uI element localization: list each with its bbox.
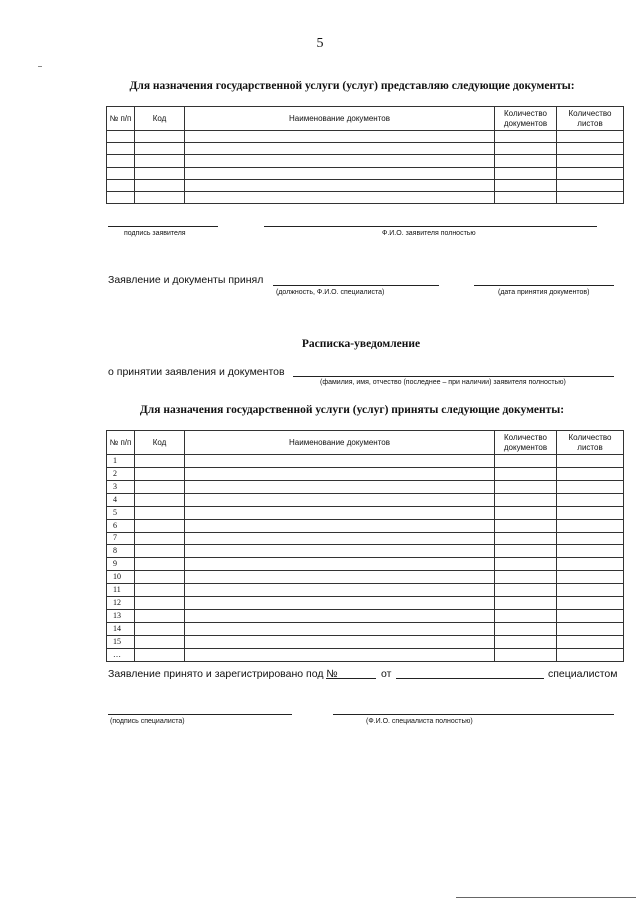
table-cell xyxy=(495,191,557,203)
specialist-signature-caption: (подпись специалиста) xyxy=(110,718,185,725)
row-number: 5 xyxy=(107,506,135,519)
table-cell xyxy=(495,519,557,532)
accepted-position-caption: (должность, Ф.И.О. специалиста) xyxy=(276,289,385,296)
receipt-name-caption: (фамилия, имя, отчество (последнее – при наличии) заявителя полностью) xyxy=(320,379,566,386)
row-number: 15 xyxy=(107,635,135,648)
table-cell xyxy=(557,610,624,623)
column-header-name: Наименование документов xyxy=(185,431,495,455)
table-cell xyxy=(185,597,495,610)
row-number: 1 xyxy=(107,455,135,468)
row-number: 8 xyxy=(107,545,135,558)
table-cell xyxy=(495,480,557,493)
registration-date-line xyxy=(396,678,544,679)
page-number: 5 xyxy=(316,36,324,51)
applicant-fio-caption: Ф.И.О. заявителя полностью xyxy=(382,230,476,237)
column-header-number: № п/п xyxy=(107,431,135,455)
table-row xyxy=(107,597,624,610)
table-row xyxy=(107,480,624,493)
table-cell xyxy=(135,635,185,648)
table-cell xyxy=(135,622,185,635)
table-cell xyxy=(557,179,624,191)
table-row xyxy=(107,622,624,635)
table-cell xyxy=(495,493,557,506)
table-cell xyxy=(557,571,624,584)
table-cell xyxy=(135,179,185,191)
table-cell xyxy=(185,558,495,571)
table-cell xyxy=(107,155,135,167)
row-number: … xyxy=(107,648,135,661)
table-cell xyxy=(185,622,495,635)
table-cell xyxy=(135,167,185,179)
table-cell xyxy=(495,167,557,179)
table-cell xyxy=(495,179,557,191)
table-cell xyxy=(185,571,495,584)
table-row xyxy=(107,467,624,480)
table-row xyxy=(107,167,624,179)
row-number: 10 xyxy=(107,571,135,584)
table-cell xyxy=(107,143,135,155)
table-cell xyxy=(185,493,495,506)
table-row xyxy=(107,506,624,519)
table-cell xyxy=(185,467,495,480)
table-cell xyxy=(107,131,135,143)
table-cell xyxy=(185,455,495,468)
row-number: 6 xyxy=(107,519,135,532)
table-cell xyxy=(135,467,185,480)
receipt-applicant-line xyxy=(293,376,614,377)
row-number: 11 xyxy=(107,584,135,597)
table-cell xyxy=(495,506,557,519)
table-row xyxy=(107,610,624,623)
table-cell xyxy=(185,584,495,597)
table-cell xyxy=(135,519,185,532)
row-number: 2 xyxy=(107,467,135,480)
table-cell xyxy=(495,467,557,480)
section2-heading: Для назначения государственной услуги (услуг) приняты следующие документы: xyxy=(139,404,565,416)
table-cell xyxy=(135,155,185,167)
table-row xyxy=(107,571,624,584)
table-cell xyxy=(557,622,624,635)
row-number: 12 xyxy=(107,597,135,610)
table-row xyxy=(107,455,624,468)
table-cell xyxy=(185,519,495,532)
table-cell xyxy=(495,155,557,167)
table-cell xyxy=(185,635,495,648)
table-cell xyxy=(135,571,185,584)
column-header-code: Код xyxy=(135,431,185,455)
table-cell xyxy=(185,532,495,545)
by-specialist-text: специалистом xyxy=(548,668,618,680)
row-number: 4 xyxy=(107,493,135,506)
table-cell xyxy=(185,167,495,179)
table-cell xyxy=(135,455,185,468)
table-cell xyxy=(185,506,495,519)
specialist-fio-caption: (Ф.И.О. специалиста полностью) xyxy=(366,718,473,725)
table-cell xyxy=(495,635,557,648)
column-header-doc-count: Количество документов xyxy=(495,431,557,455)
row-number: 3 xyxy=(107,480,135,493)
table-cell xyxy=(185,191,495,203)
table-cell xyxy=(135,648,185,661)
row-number: 9 xyxy=(107,558,135,571)
table-row xyxy=(107,648,624,661)
registered-text: Заявление принято и зарегистрировано под № xyxy=(108,668,338,680)
specialist-signature-line xyxy=(108,714,292,715)
table-row xyxy=(107,131,624,143)
row-number: 14 xyxy=(107,622,135,635)
scan-mark xyxy=(38,66,42,67)
table-cell xyxy=(557,167,624,179)
table-cell xyxy=(135,191,185,203)
table-row xyxy=(107,545,624,558)
receipt-title: Расписка-уведомление xyxy=(301,338,421,350)
table-cell xyxy=(135,480,185,493)
table-cell xyxy=(135,584,185,597)
table-cell xyxy=(495,584,557,597)
table-cell xyxy=(135,597,185,610)
table-row xyxy=(107,493,624,506)
table-cell xyxy=(495,622,557,635)
table-cell xyxy=(557,648,624,661)
applicant-signature-caption: подпись заявителя xyxy=(124,230,186,237)
table-cell xyxy=(495,571,557,584)
table-cell xyxy=(135,493,185,506)
column-header-number: № п/п xyxy=(107,107,135,131)
table-cell xyxy=(135,131,185,143)
table-cell xyxy=(557,143,624,155)
table-cell xyxy=(135,532,185,545)
registration-number-line xyxy=(326,678,376,679)
table-cell xyxy=(557,532,624,545)
acceptance-date-caption: (дата принятия документов) xyxy=(498,289,590,296)
table-header-row xyxy=(107,431,624,455)
table-header-row xyxy=(107,107,624,131)
table-row xyxy=(107,155,624,167)
acceptance-date-line xyxy=(474,285,614,286)
table-cell xyxy=(107,179,135,191)
applicant-fio-line xyxy=(264,226,597,227)
table-row xyxy=(107,179,624,191)
table-cell xyxy=(135,558,185,571)
table-cell xyxy=(495,597,557,610)
receipt-line-text: о принятии заявления и документов xyxy=(108,366,285,378)
table-cell xyxy=(557,131,624,143)
column-header-sheet-count: Количество листов xyxy=(557,431,624,455)
table-cell xyxy=(557,584,624,597)
column-header-sheet-count: Количество листов xyxy=(557,107,624,131)
table-row xyxy=(107,584,624,597)
table-cell xyxy=(495,455,557,468)
table-cell xyxy=(557,455,624,468)
table-cell xyxy=(495,131,557,143)
table-row xyxy=(107,558,624,571)
table-cell xyxy=(557,635,624,648)
section1-heading: Для назначения государственной услуги (услуг) представляю следующие документы: xyxy=(129,80,575,92)
table-cell xyxy=(495,143,557,155)
table-cell xyxy=(107,167,135,179)
table-cell xyxy=(185,179,495,191)
table-row xyxy=(107,635,624,648)
row-number: 7 xyxy=(107,532,135,545)
table-cell xyxy=(557,493,624,506)
table-cell xyxy=(557,519,624,532)
table-cell xyxy=(557,506,624,519)
table-cell xyxy=(185,480,495,493)
table-cell xyxy=(557,558,624,571)
table-row xyxy=(107,191,624,203)
applicant-signature-line xyxy=(108,226,218,227)
table-cell xyxy=(557,467,624,480)
specialist-fio-line xyxy=(333,714,614,715)
table-cell xyxy=(557,480,624,493)
table-row xyxy=(107,143,624,155)
table-cell xyxy=(185,648,495,661)
table-cell xyxy=(135,545,185,558)
column-header-code: Код xyxy=(135,107,185,131)
table-cell xyxy=(495,532,557,545)
row-number: 13 xyxy=(107,610,135,623)
column-header-doc-count: Количество документов xyxy=(495,107,557,131)
table-cell xyxy=(495,648,557,661)
table-cell xyxy=(185,610,495,623)
column-header-name: Наименование документов xyxy=(185,107,495,131)
table-cell xyxy=(135,143,185,155)
submitted-documents-table xyxy=(106,106,624,204)
accepted-documents-table xyxy=(106,430,624,662)
table-cell xyxy=(185,545,495,558)
table-cell xyxy=(107,191,135,203)
table-cell xyxy=(557,545,624,558)
table-cell xyxy=(495,610,557,623)
accepted-position-line xyxy=(273,285,439,286)
table-row xyxy=(107,532,624,545)
table-cell xyxy=(557,155,624,167)
table-cell xyxy=(495,558,557,571)
table-cell xyxy=(135,610,185,623)
table-cell xyxy=(185,143,495,155)
table-cell xyxy=(185,155,495,167)
table-cell xyxy=(557,191,624,203)
from-text: от xyxy=(381,668,392,680)
table-cell xyxy=(557,597,624,610)
accepted-by-text: Заявление и документы принял xyxy=(108,274,264,286)
page-bottom-rule xyxy=(456,897,636,898)
table-row xyxy=(107,519,624,532)
table-cell xyxy=(135,506,185,519)
table-cell xyxy=(495,545,557,558)
table-cell xyxy=(185,131,495,143)
